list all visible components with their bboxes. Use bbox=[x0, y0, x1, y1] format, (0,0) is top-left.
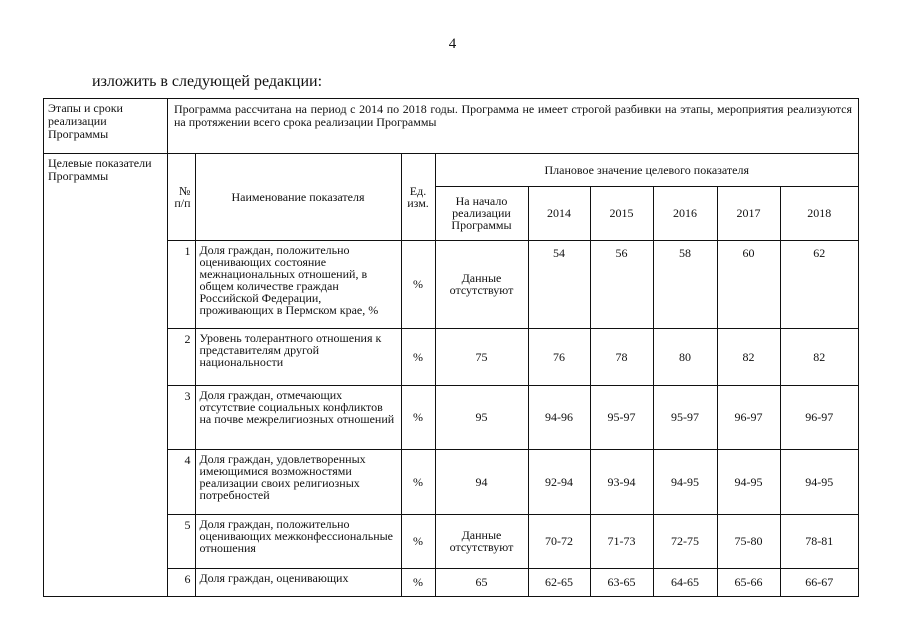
row-unit: % bbox=[401, 514, 435, 568]
row-num: 6 bbox=[168, 568, 195, 596]
row-unit: % bbox=[401, 385, 435, 449]
row-value: 60 bbox=[717, 240, 780, 328]
row-value: 82 bbox=[717, 328, 780, 385]
table-row bbox=[168, 328, 858, 385]
row-value: 94-96 bbox=[528, 385, 590, 449]
row-value: 94-95 bbox=[717, 449, 780, 514]
row-name: Доля граждан, удовлетворенных имеющимися возможностями реализации своих религиозных потребностей bbox=[195, 449, 401, 514]
table-row bbox=[168, 449, 858, 514]
row-value: 82 bbox=[780, 328, 858, 385]
row-value: 72-75 bbox=[653, 514, 717, 568]
row-value: 65-66 bbox=[717, 568, 780, 596]
row-value: 80 bbox=[653, 328, 717, 385]
row-num: 2 bbox=[168, 328, 195, 385]
row-value: 66-67 bbox=[780, 568, 858, 596]
header-name: Наименование показателя bbox=[195, 154, 401, 240]
row-value: 56 bbox=[590, 240, 653, 328]
row-num: 5 bbox=[168, 514, 195, 568]
row-start: Данные отсутствуют bbox=[435, 240, 528, 328]
row-value: 62 bbox=[780, 240, 858, 328]
header-num: № п/п bbox=[168, 154, 195, 240]
row-value: 78 bbox=[590, 328, 653, 385]
table-row bbox=[168, 568, 858, 596]
row-value: 76 bbox=[528, 328, 590, 385]
program-passport-table bbox=[43, 98, 859, 597]
row-start: 65 bbox=[435, 568, 528, 596]
header-year: 2017 bbox=[717, 186, 780, 240]
stages-label: Этапы и сроки реализации Программы bbox=[44, 99, 168, 154]
row-value: 93-94 bbox=[590, 449, 653, 514]
row-value: 96-97 bbox=[717, 385, 780, 449]
table-row bbox=[168, 514, 858, 568]
row-value: 95-97 bbox=[653, 385, 717, 449]
row-value: 71-73 bbox=[590, 514, 653, 568]
row-name: Доля граждан, положительно оценивающих межконфессиональные отношения bbox=[195, 514, 401, 568]
row-value: 95-97 bbox=[590, 385, 653, 449]
row-name: Уровень толерантного отношения к представителям другой национальности bbox=[195, 328, 401, 385]
row-name: Доля граждан, положительно оценивающих состояние межнациональных отношений, в общем количестве граждан Российской Федерации, проживающих в Пермском крае, % bbox=[195, 240, 401, 328]
table-row bbox=[168, 240, 858, 328]
header-start: На начало реализации Программы bbox=[435, 186, 528, 240]
row-value: 54 bbox=[528, 240, 590, 328]
row-start: 95 bbox=[435, 385, 528, 449]
row-unit: % bbox=[401, 328, 435, 385]
page-number: 4 bbox=[448, 36, 457, 52]
row-value: 70-72 bbox=[528, 514, 590, 568]
row-value: 78-81 bbox=[780, 514, 858, 568]
header-unit: Ед. изм. bbox=[401, 154, 435, 240]
header-planned: Плановое значение целевого показателя bbox=[435, 154, 858, 186]
targets-label: Целевые показатели Программы bbox=[44, 154, 168, 597]
table-row bbox=[168, 385, 858, 449]
row-value: 96-97 bbox=[780, 385, 858, 449]
row-value: 63-65 bbox=[590, 568, 653, 596]
row-value: 92-94 bbox=[528, 449, 590, 514]
row-num: 3 bbox=[168, 385, 195, 449]
row-value: 75-80 bbox=[717, 514, 780, 568]
row-start: Данные отсутствуют bbox=[435, 514, 528, 568]
row-name: Доля граждан, отмечающих отсутствие социальных конфликтов на почве межрелигиозных отношений bbox=[195, 385, 401, 449]
row-value: 94-95 bbox=[653, 449, 717, 514]
row-value: 58 bbox=[653, 240, 717, 328]
row-num: 1 bbox=[168, 240, 195, 328]
row-name: Доля граждан, оценивающих bbox=[195, 568, 401, 596]
stages-text: Программа рассчитана на период с 2014 по 2018 годы. Программа не имеет строгой разбивки на этапы, мероприятия реализуются на протяжении всего срока реализации Программы bbox=[168, 99, 859, 154]
header-year: 2018 bbox=[780, 186, 858, 240]
header-year: 2016 bbox=[653, 186, 717, 240]
row-value: 94-95 bbox=[780, 449, 858, 514]
row-unit: % bbox=[401, 240, 435, 328]
row-unit: % bbox=[401, 449, 435, 514]
intro-text: изложить в следующей редакции: bbox=[92, 73, 323, 90]
row-start: 94 bbox=[435, 449, 528, 514]
row-value: 62-65 bbox=[528, 568, 590, 596]
row-num: 4 bbox=[168, 449, 195, 514]
header-year: 2014 bbox=[528, 186, 590, 240]
row-value: 64-65 bbox=[653, 568, 717, 596]
row-unit: % bbox=[401, 568, 435, 596]
indicators-table bbox=[168, 154, 858, 596]
row-start: 75 bbox=[435, 328, 528, 385]
header-year: 2015 bbox=[590, 186, 653, 240]
